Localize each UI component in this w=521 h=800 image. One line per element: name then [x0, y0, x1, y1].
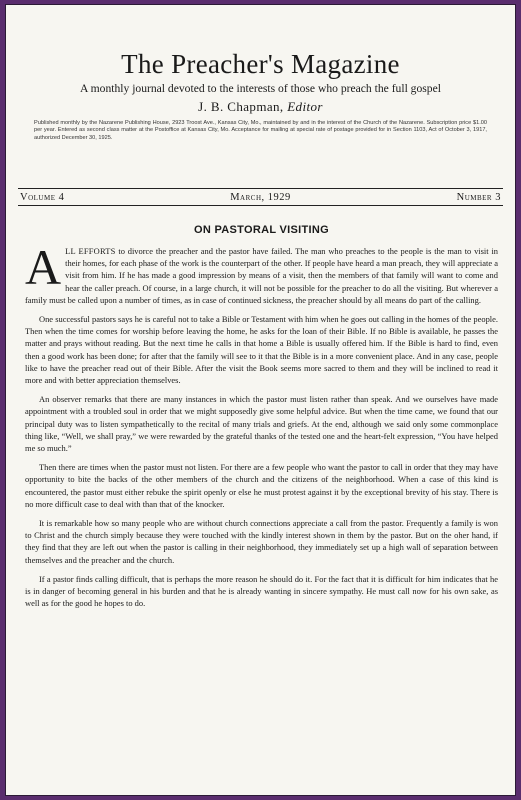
magazine-subtitle: A monthly journal devoted to the interests of those who preach the full gospel [80, 82, 441, 95]
editor-line [6, 99, 515, 115]
publication-note: Published monthly by the Nazarene Publishing House, 2923 Troost Ave., Kansas City, Mo., maintained by and in the interest of the Church of the Nazarene. Subscription price $1.00 per year. Entered as second class matter at the Postoffice at Kansas City, Mo. Acceptance for mailing at special rate of postage provided for in Section 1103, Act of October 3, 1917, authorized December 30, 1925. [34, 120, 487, 141]
masthead [6, 49, 515, 142]
editor-title: Editor [287, 99, 323, 114]
issue-bar [18, 188, 503, 206]
issue-number: Number 3 [456, 191, 501, 203]
lead-text: to divorce the preacher and the pastor have failed. The man who preaches to the people is the man to visit in their homes, for each phase of the work is the counterpart of the other. If people have heard a man preach, they will appreciate a visit from him. If he has made a good impression by means of a visit, then the members of that family will want to come and hear the caller preach. Of course, in a large church, it will not be possible for the preacher to do all the visiting. But wherever a family must be called upon a number of times, as in case of continued sickness, the preacher should by all means do part of the calling. [25, 246, 499, 305]
body-paragraph: Then there are times when the pastor must not listen. For there are a few people who want the pastor to call in order that they may have opportunity to bite the backs of the other members of the church and the citizens of the neighborhood. When a case of this kind is encountered, the pastor must either rebuke the spirit openly or else he must protest against it by the exceptional brevity of his stay. There is no more difficult case to deal with than that of the knocker. [25, 462, 498, 509]
issue-volume: Volume 4 [20, 191, 65, 203]
issue-date: March, 1929 [230, 191, 291, 203]
body-paragraph: It is remarkable how so many people who are without church connections appreciate a call from the pastor. Frequently a family is won to Christ and the church simply because they were touched with the kindly interest shown in them by the pastor. But on the oher hand, if they find that they are left out when the pastor is calling in their neighborhood, they immediately set up a high wall of separation between themselves and the preacher and the church. [25, 518, 498, 565]
body-paragraph: One successful pastors says he is careful not to take a Bible or Testament with him when he goes out calling in the homes of the people. Then when the time comes for worship before leaving the home, he asks for the loan of their Bible. If no Bible is available, he passes the matter and prays without reading. But the next time he calls in that home a Bible is usually offered him. If the Bible is hard to find, even then a good work has been done; for after that the family will see to it that the Bible is in a more convenient place. And in any case, people like to have the preacher read out of their Bible. After the visit the Book seems more sacred to them and they will be inclined to read it more and with better appreciation themselves. [25, 314, 498, 386]
lead-paragraph [25, 239, 499, 306]
body-paragraph: An observer remarks that there are many instances in which the pastor must listen rather than speak. And we ourselves have made appointment with a troubled soul in order that we might supposedly give some helpful advice. But when the time came, we found that our principal duty was to listen sympathetically to the recital of many trials and griefs. At the end, although we said only some commonplace thing like, “Well, we shall pray,” we were rewarded by the grateful thanks of the tested one and the heart-felt expression, “You have helped me so much.” [25, 394, 498, 454]
article [25, 223, 498, 616]
magazine-title: The Preacher's Magazine [121, 49, 400, 79]
drop-cap: A [25, 239, 62, 295]
body-paragraph: If a pastor finds calling difficult, that is perhaps the more reason he should do it. For the fact that it is difficult for him indicates that he is in danger of becoming general in his burden and that he is already wanting in sincere sympathy. He must call now for his own sake, as well as for the good he hopes to do. [25, 573, 498, 609]
article-title: ON PASTORAL VISITING [194, 224, 329, 236]
editor-name: J. B. Chapman, [198, 99, 284, 114]
article-body [25, 239, 499, 609]
lead-caps: LL EFFORTS [65, 246, 116, 256]
magazine-page [5, 4, 516, 796]
